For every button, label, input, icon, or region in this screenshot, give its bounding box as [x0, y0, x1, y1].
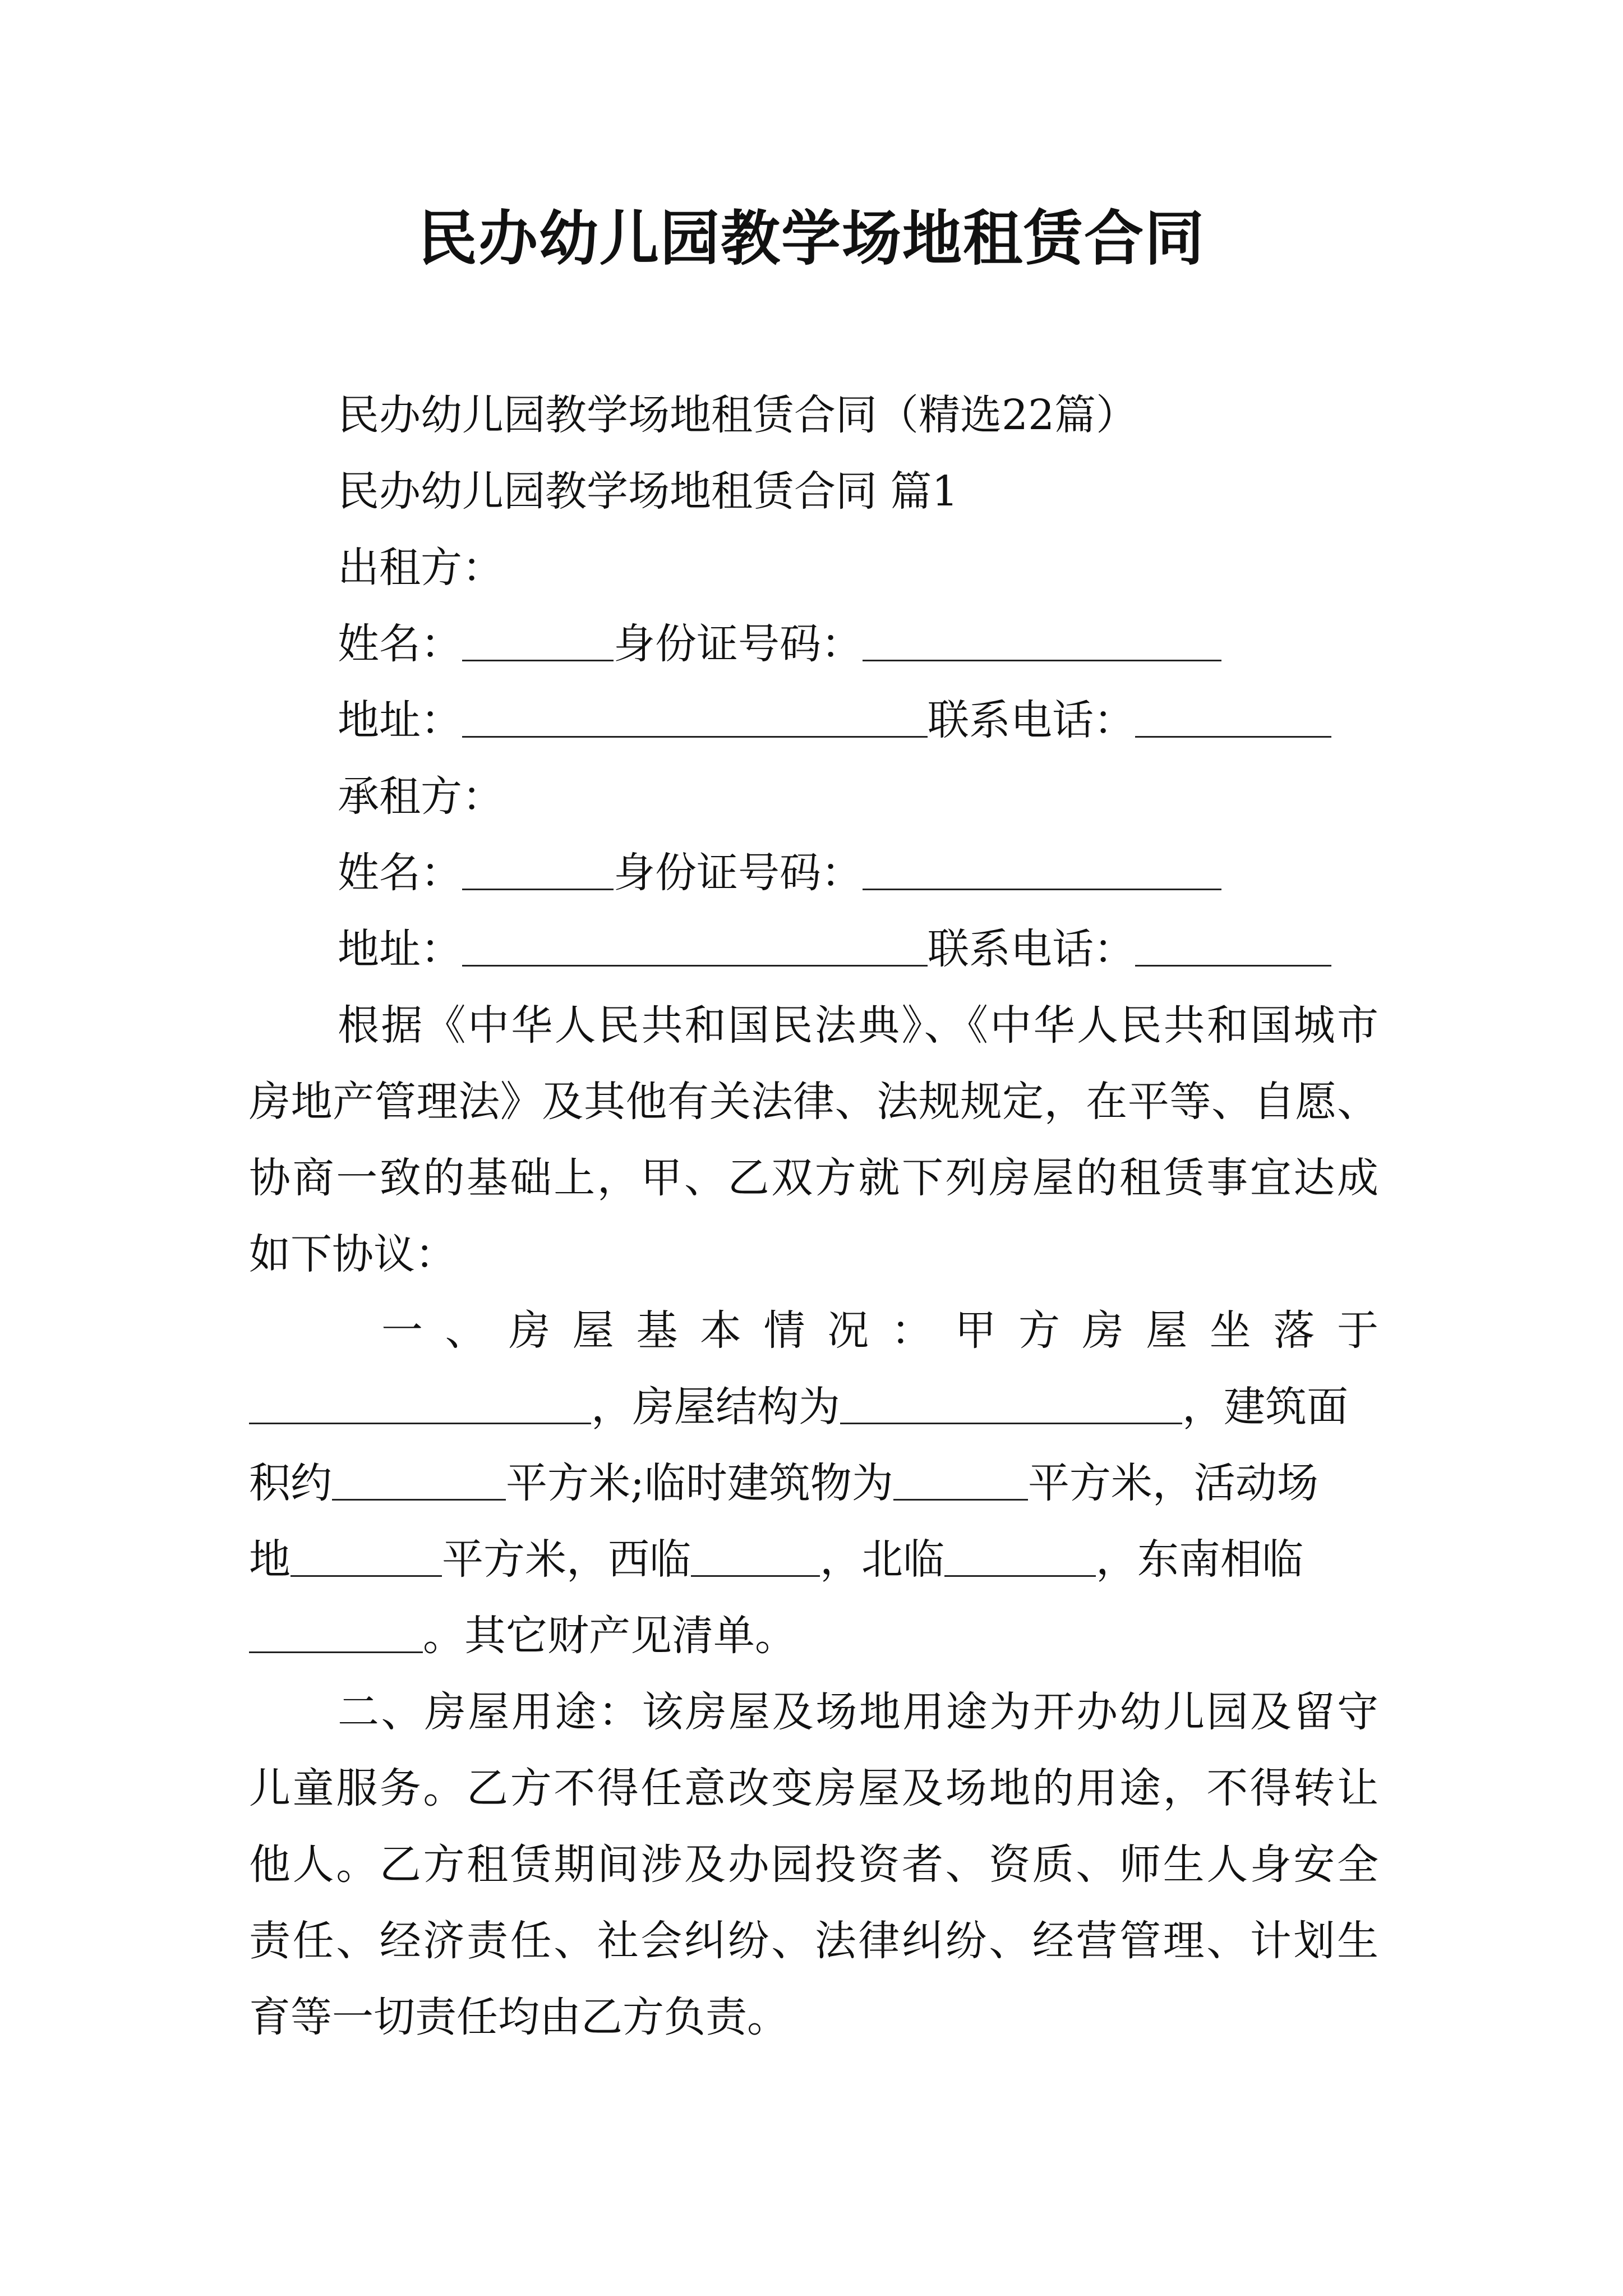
lessor-heading: 出租方：: [338, 544, 504, 592]
preamble-line-3: 协商一致的基础上，甲、乙双方就下列房屋的租赁事宜达成: [249, 1154, 1378, 1202]
preamble-line-2: 房地产管理法》及其他有关法律、法规规定，在平等、自愿、: [249, 1078, 1378, 1126]
collection-subtitle: 民办幼儿园教学场地租赁合同（精选22篇）: [338, 391, 1138, 439]
clause2-line-2: 儿童服务。乙方不得任意改变房屋及场地的用途，不得转让: [249, 1764, 1378, 1812]
clause1-west-blank[interactable]: [691, 1538, 820, 1577]
clause1-temp-blank[interactable]: [893, 1462, 1028, 1501]
lessee-phone-label: 联系电话：: [928, 925, 1135, 973]
clause1-north-label: ，北临: [820, 1535, 944, 1584]
clause1-activity-label: 平方米，活动场: [1027, 1459, 1318, 1507]
lessor-phone-blank[interactable]: [1135, 699, 1331, 738]
lessor-id-blank[interactable]: [863, 623, 1221, 661]
clause2-line-4: 责任、经济责任、社会纠纷、法律纠纷、经营管理、计划生: [249, 1917, 1378, 1965]
clause1-west-label: 平方米，西临: [442, 1535, 691, 1584]
lessor-address-row: [338, 692, 1331, 748]
lessor-name-row: [338, 616, 1221, 672]
clause1-temp-label: 平方米;临时建筑物为: [506, 1459, 893, 1507]
lessor-phone-label: 联系电话：: [928, 696, 1135, 744]
clause1-activity-prefix: 地: [249, 1535, 291, 1584]
lessee-name-label: 姓名：: [338, 849, 462, 897]
clause1-activity-blank[interactable]: [291, 1538, 442, 1577]
lessee-name-blank[interactable]: [462, 852, 614, 890]
preamble-line-1: 根据《中华人民共和国民法典》、《中华人民共和国城市: [338, 1001, 1378, 1050]
part-heading: 民办幼儿园教学场地租赁合同 篇1: [338, 467, 958, 516]
clause1-line-1: 一、房屋基本情况：甲方房屋坐落于: [381, 1306, 1378, 1355]
lessee-heading: 承租方：: [338, 772, 504, 821]
clause1-area-blank[interactable]: [332, 1462, 506, 1501]
lessee-id-label: 身份证号码：: [614, 849, 863, 897]
clause1-southeast-blank[interactable]: [249, 1614, 423, 1653]
lessor-address-blank[interactable]: [462, 699, 928, 738]
lessor-id-label: 身份证号码：: [614, 620, 863, 668]
clause2-line-3: 他人。乙方租赁期间涉及办园投资者、资质、师生人身安全: [249, 1841, 1378, 1889]
clause1-structure-label: ，房屋结构为: [591, 1383, 840, 1431]
clause1-other-property: 。其它财产见清单。: [423, 1612, 796, 1660]
lessee-id-blank[interactable]: [863, 852, 1221, 890]
lessee-name-row: [338, 845, 1221, 901]
clause1-line-2: [249, 1379, 1378, 1435]
clause1-location-blank[interactable]: [249, 1386, 591, 1424]
clause1-line-3: [249, 1455, 1378, 1511]
clause1-line-4: [249, 1531, 1378, 1588]
lessee-phone-blank[interactable]: [1135, 928, 1331, 967]
clause1-structure-blank[interactable]: [840, 1386, 1182, 1424]
clause1-line-5: [249, 1608, 1378, 1664]
clause1-area-prefix: 积约: [249, 1459, 332, 1507]
lessee-address-label: 地址：: [338, 925, 462, 973]
lessor-address-label: 地址：: [338, 696, 462, 744]
clause1-area-label: ，建筑面: [1182, 1383, 1348, 1431]
lessee-address-row: [338, 921, 1331, 977]
clause1-southeast-label: ，东南相临: [1096, 1535, 1303, 1584]
clause2-line-1: 二、房屋用途：该房屋及场地用途为开办幼儿园及留守: [338, 1688, 1378, 1736]
clause2-line-5: 育等一切责任均由乙方负责。: [249, 1993, 789, 2041]
preamble-line-4: 如下协议：: [249, 1230, 457, 1278]
document-title: 民办幼儿园教学场地租赁合同: [418, 203, 1205, 273]
clause1-north-blank[interactable]: [944, 1538, 1096, 1577]
lessee-address-blank[interactable]: [462, 928, 928, 967]
lessor-name-blank[interactable]: [462, 623, 614, 661]
lessor-name-label: 姓名：: [338, 620, 462, 668]
